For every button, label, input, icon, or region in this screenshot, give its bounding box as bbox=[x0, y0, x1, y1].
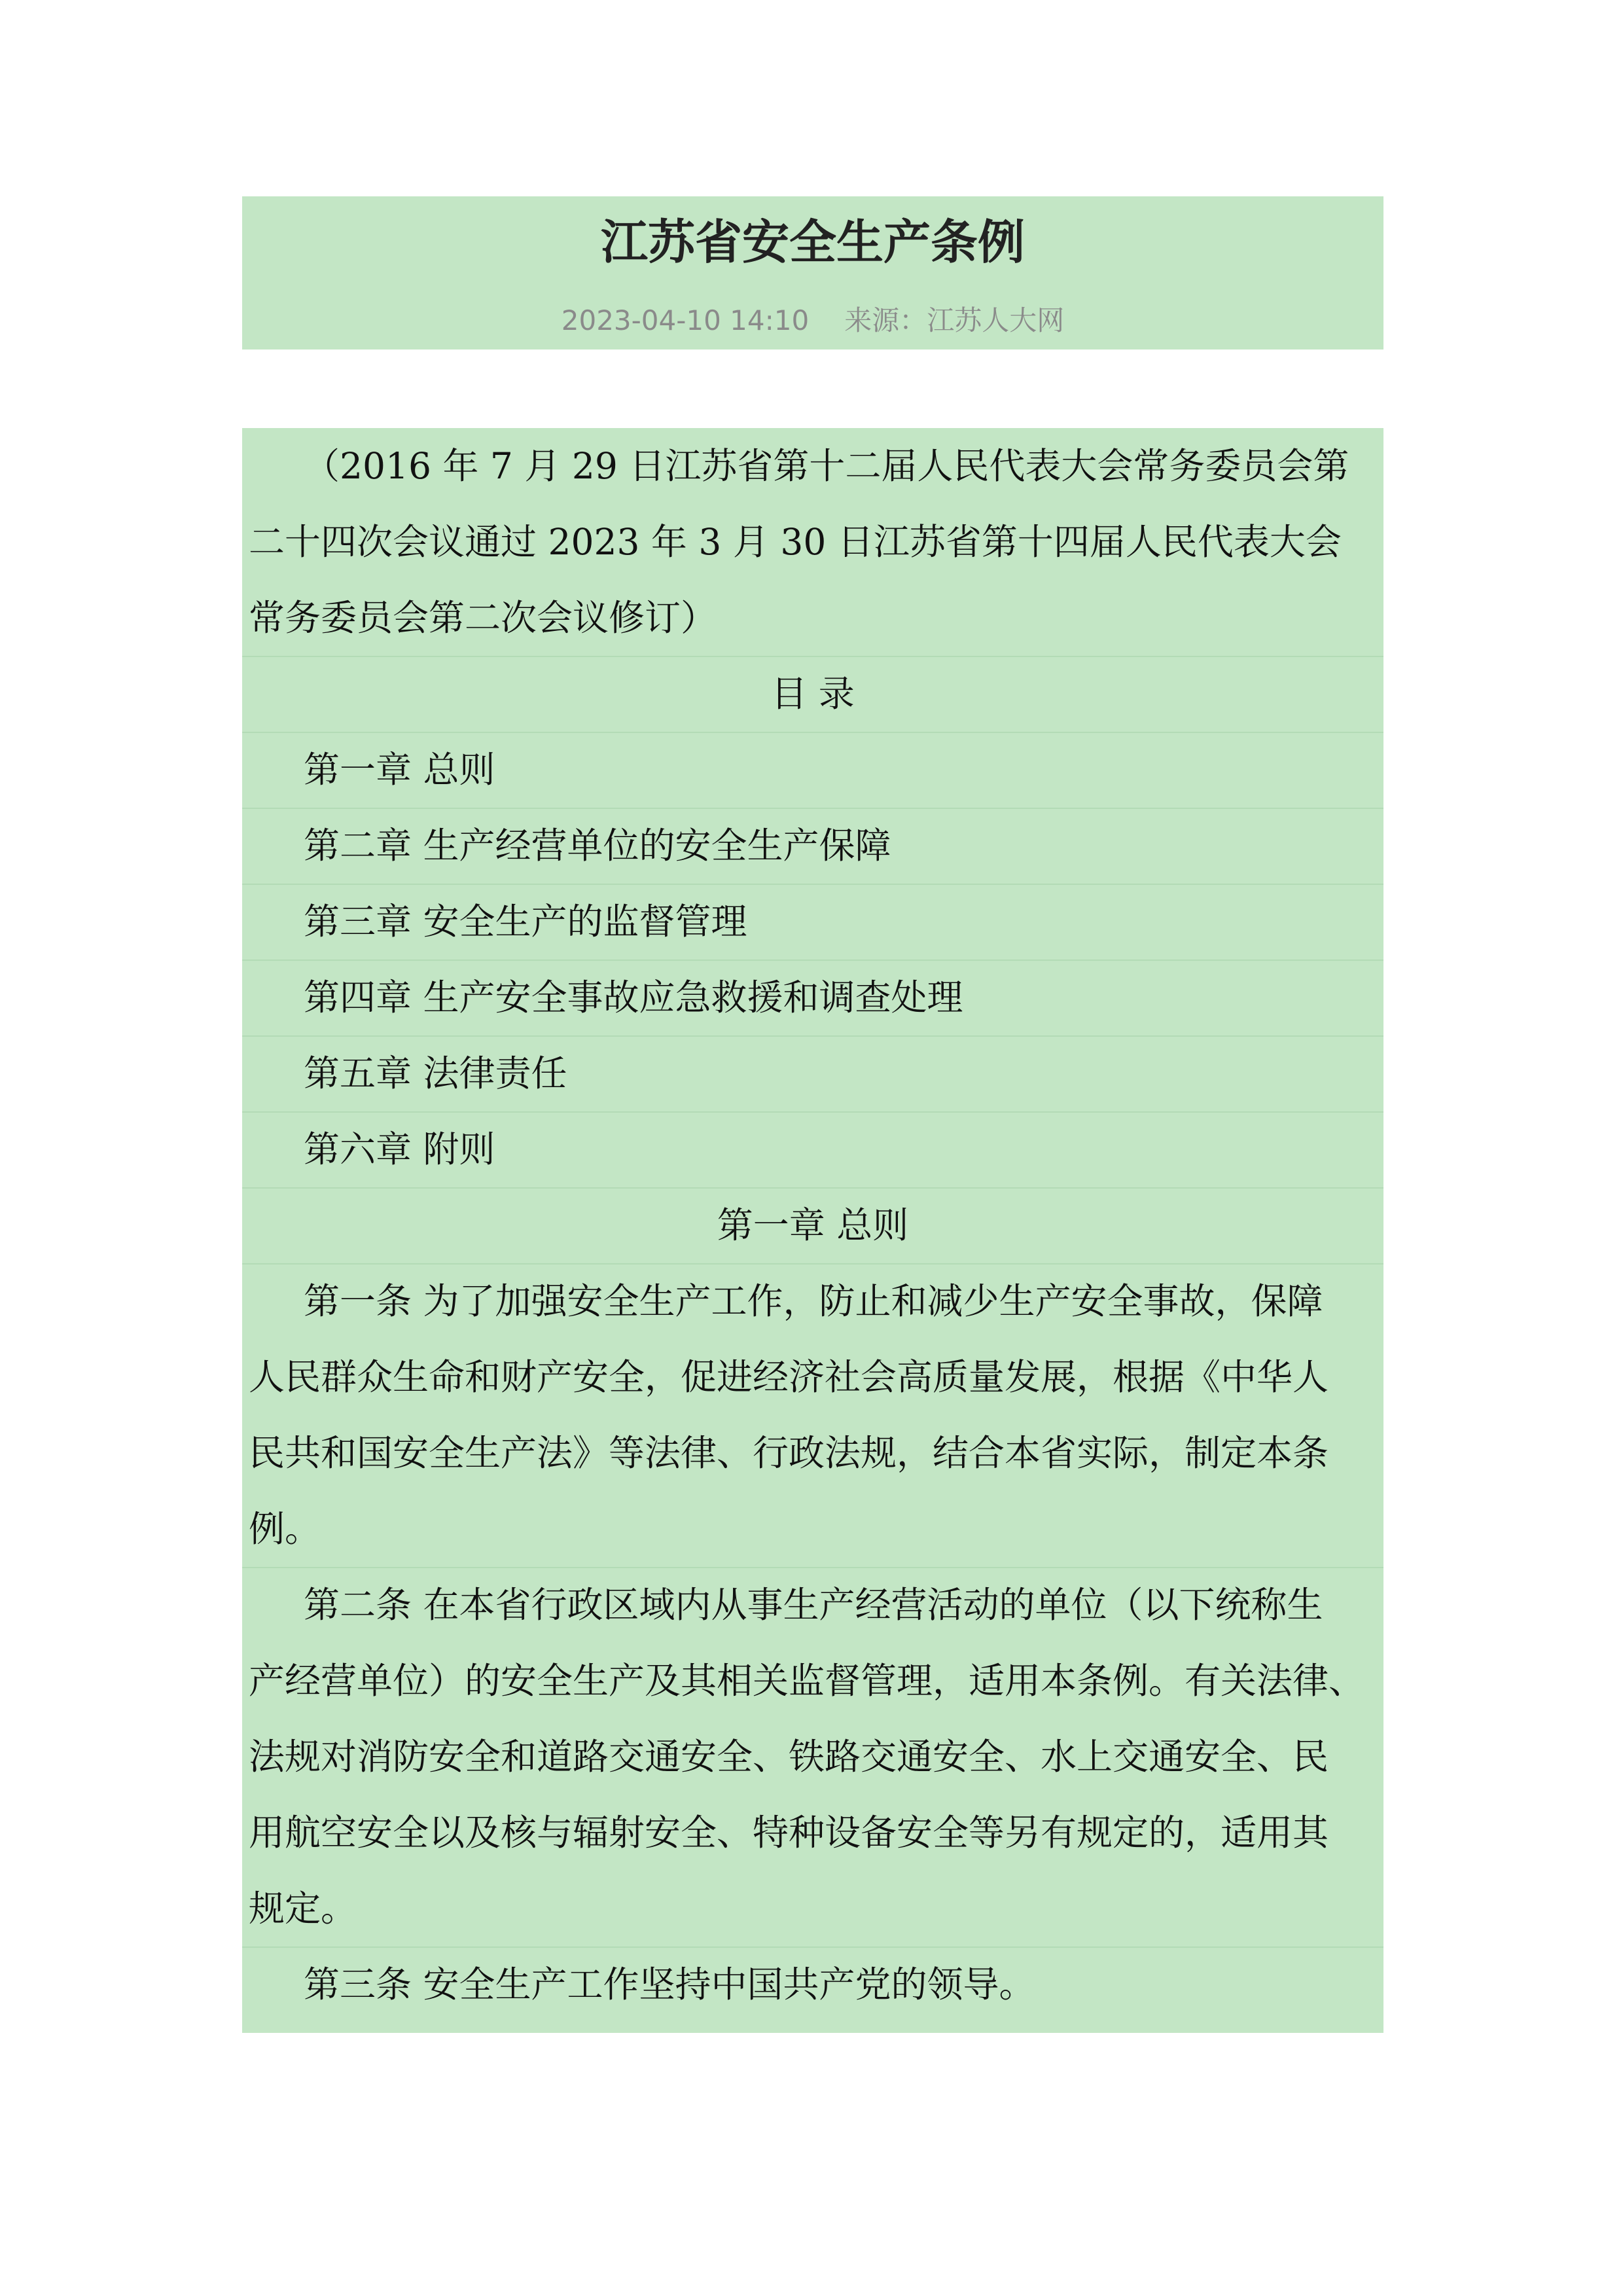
page-title: 江苏省安全生产条例 bbox=[600, 215, 1025, 270]
article-1-line: 第一条 为了加强安全生产工作，防止和减少生产安全事故，保障 bbox=[304, 1280, 1323, 1322]
preamble-line: （2016 年 7 月 29 日江苏省第十二届人民代表大会常务委员会第 bbox=[304, 445, 1349, 487]
toc-item: 第三章 安全生产的监督管理 bbox=[304, 901, 747, 942]
article-2-line: 第二条 在本省行政区域内从事生产经营活动的单位（以下统称生 bbox=[304, 1584, 1323, 1626]
toc-item: 第一章 总则 bbox=[304, 749, 495, 791]
article-2-line: 法规对消防安全和道路交通安全、铁路交通安全、水上交通安全、民 bbox=[249, 1736, 1329, 1778]
article-1-line: 例。 bbox=[249, 1508, 321, 1550]
article-2-line: 用航空安全以及核与辐射安全、特种设备安全等另有规定的，适用其 bbox=[249, 1812, 1329, 1854]
publish-datetime: 2023-04-10 14:10 bbox=[561, 304, 810, 336]
article-3-line: 第三条 安全生产工作坚持中国共产党的领导。 bbox=[304, 1964, 1035, 2005]
toc-item: 第五章 法律责任 bbox=[304, 1052, 567, 1094]
toc-heading: 目 录 bbox=[771, 673, 855, 715]
preamble-line: 常务委员会第二次会议修订） bbox=[249, 597, 717, 639]
article-1-line: 民共和国安全生产法》等法律、行政法规，结合本省实际，制定本条 bbox=[249, 1432, 1329, 1474]
article-1-line: 人民群众生命和财产安全，促进经济社会高质量发展，根据《中华人 bbox=[249, 1356, 1329, 1398]
article-2-line: 产经营单位）的安全生产及其相关监督管理，适用本条例。有关法律、 bbox=[249, 1660, 1365, 1702]
article-header bbox=[242, 196, 1383, 350]
article-source: 来源：江苏人大网 bbox=[844, 304, 1065, 336]
toc-item: 第四章 生产安全事故应急救援和调查处理 bbox=[304, 977, 963, 1018]
preamble-line: 二十四次会议通过 2023 年 3 月 30 日江苏省第十四届人民代表大会 bbox=[249, 521, 1342, 563]
article-body bbox=[242, 428, 1383, 2033]
chapter-heading: 第一章 总则 bbox=[717, 1204, 909, 1246]
toc-item: 第六章 附则 bbox=[304, 1128, 495, 1170]
toc-item: 第二章 生产经营单位的安全生产保障 bbox=[304, 825, 891, 867]
article-2-line: 规定。 bbox=[249, 1888, 357, 1929]
article-meta bbox=[242, 302, 1383, 339]
